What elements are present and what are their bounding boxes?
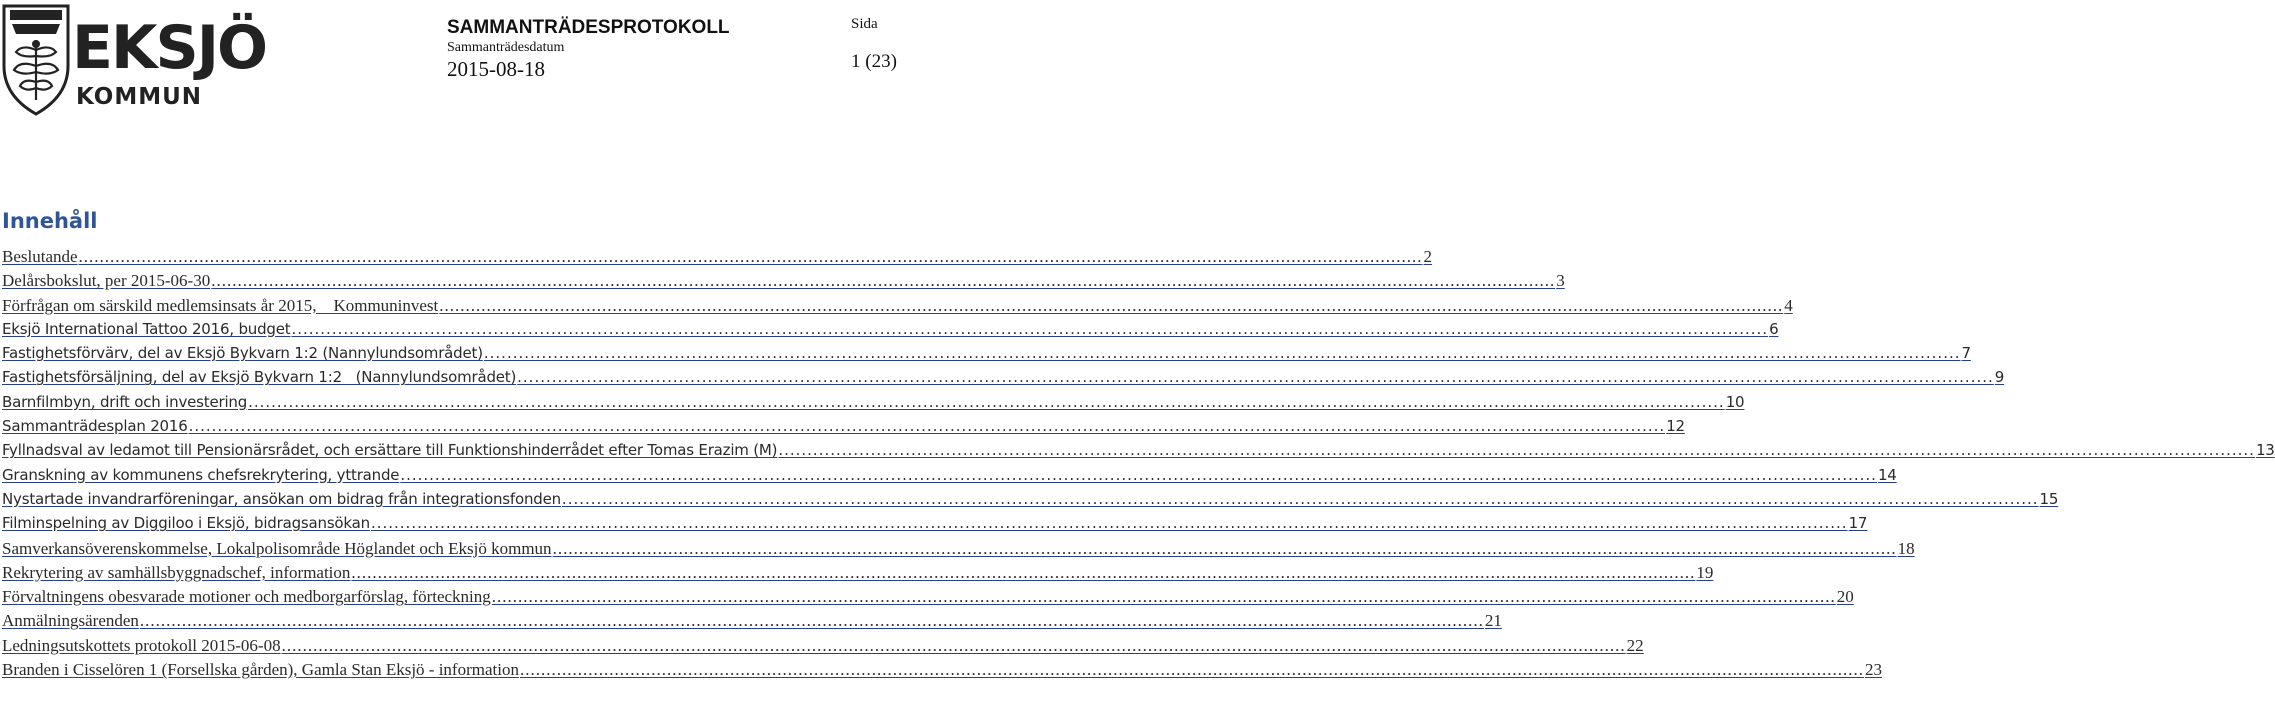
toc-entry-page: 4 (1784, 295, 1793, 315)
toc-entry-link[interactable] (2, 319, 1779, 338)
toc-dot-leader (520, 660, 1864, 680)
toc-entry-title: Fyllnadsval av ledamot till Pensionärsrådet, och ersättare till Funktionshinderrådet efter Tomas Erazim (M) (2, 441, 778, 460)
toc-entry-page: 21 (1484, 611, 1502, 631)
toc-entry-title: Sammanträdesplan 2016 (2, 417, 188, 436)
toc-entry (2, 247, 1433, 271)
toc-dot-leader (351, 563, 1695, 583)
toc-entry-link[interactable] (2, 417, 1685, 436)
toc-entry-title: Eksjö International Tattoo 2016, budget (2, 319, 291, 338)
toc-entry-page: 14 (1877, 465, 1897, 484)
toc-entry-page: 20 (1836, 587, 1854, 607)
toc-entry-page: 7 (1961, 344, 1971, 363)
eksjo-kommun-logo (0, 0, 270, 120)
toc-entry-title: Granskning av kommunens chefsrekrytering, yttrande (2, 465, 400, 484)
coat-of-arms-icon (0, 0, 72, 118)
toc-entry (2, 538, 1915, 563)
toc-entry-title: Fastighetsförsäljning, del av Eksjö Bykvarn 1:2 (Nannylundsområdet) (2, 368, 517, 387)
toc-entry-title: Delårsbokslut, per 2015-06-30 (2, 271, 211, 291)
toc-entry-link[interactable] (2, 514, 1868, 533)
toc-entry-title: Samverkansöverenskommelse, Lokalpolisområde Höglandet och Eksjö kommun (2, 538, 552, 558)
toc-entry-page: 23 (1864, 660, 1882, 680)
page-label: Sida (851, 16, 878, 32)
toc-entry-link[interactable] (2, 562, 1714, 583)
toc-entry (2, 562, 1714, 587)
logo-subtext: KOMMUN (76, 84, 203, 110)
toc-heading: Innehåll (2, 209, 98, 233)
toc-entry-page: 15 (2039, 489, 2059, 508)
toc-entry (2, 319, 1779, 344)
toc-dot-leader (492, 587, 1836, 607)
toc-entry (2, 295, 1793, 320)
toc-dot-leader (282, 636, 1626, 656)
toc-entry (2, 392, 1745, 417)
toc-entry (2, 660, 1882, 684)
toc-entry-title: Barnfilmbyn, drift och investering (2, 392, 248, 411)
toc-dot-leader (211, 271, 1555, 291)
toc-entry (2, 489, 2059, 514)
document-type: SAMMANTRÄDESPROTOKOLL (447, 17, 730, 38)
toc-entry-link[interactable] (2, 465, 1897, 484)
toc-entry-page: 6 (1769, 319, 1779, 338)
toc-entry-title: Fastighetsförvärv, del av Eksjö Bykvarn 1:2 (Nannylundsområdet) (2, 344, 483, 363)
toc-entry-title: Beslutande (2, 247, 78, 266)
toc-entry-link[interactable] (2, 441, 2275, 460)
toc-entry-page: 2 (1423, 247, 1433, 266)
toc-dot-leader (140, 611, 1484, 631)
toc-entry-link[interactable] (2, 368, 2005, 387)
toc-entry-link[interactable] (2, 295, 1793, 316)
toc-entry (2, 441, 2275, 465)
toc-entry (2, 417, 1685, 441)
meeting-date-label: Sammanträdesdatum (447, 40, 565, 55)
toc-entry-page: 3 (1556, 271, 1565, 291)
toc-entry (2, 368, 2005, 392)
toc-entry-page: 18 (1897, 538, 1915, 558)
toc-entry (2, 635, 1644, 660)
meeting-date: 2015-08-18 (447, 57, 545, 81)
toc-entry-link[interactable] (2, 660, 1882, 680)
toc-entry-link[interactable] (2, 489, 2059, 508)
toc-entry-page: 12 (1666, 417, 1685, 436)
toc-dot-leader (79, 247, 1423, 267)
toc-dot-leader (778, 441, 2255, 459)
toc-dot-leader (484, 344, 1961, 362)
toc-dot-leader (291, 320, 1768, 338)
toc-entry-page: 10 (1725, 392, 1745, 411)
toc-entry (2, 271, 1565, 295)
toc-dot-leader (439, 296, 1783, 316)
toc-entry-title: Filminspelning av Diggiloo i Eksjö, bidragsansökan (2, 514, 370, 533)
toc-entry-link[interactable] (2, 611, 1502, 631)
toc-entry (2, 514, 1868, 538)
toc-entry-link[interactable] (2, 538, 1915, 559)
toc-entry-page: 22 (1626, 635, 1644, 655)
toc-entry-page: 17 (1848, 514, 1868, 533)
logo-wordmark: EKSJÖ (72, 13, 267, 83)
toc-entry-title: Anmälningsärenden (2, 611, 139, 631)
toc-entry-title: Rekrytering av samhällsbyggnadschef, information (2, 562, 351, 582)
toc-dot-leader (248, 393, 1725, 411)
toc-entry-title: Förfrågan om särskild medlemsinsats år 2015, Kommuninvest (2, 295, 439, 315)
toc-entry-link[interactable] (2, 247, 1433, 267)
toc-dot-leader (517, 368, 1994, 386)
toc-dot-leader (562, 490, 2039, 508)
toc-entry (2, 587, 1854, 611)
toc-entry-link[interactable] (2, 635, 1644, 656)
toc-entry-link[interactable] (2, 392, 1745, 411)
toc-dot-leader (400, 466, 1877, 484)
toc-entry-page: 13 (2255, 441, 2275, 460)
page-number: 1 (23) (851, 51, 897, 72)
toc-entry-link[interactable] (2, 271, 1565, 291)
table-of-contents (2, 247, 2275, 684)
toc-entry-title: Nystartade invandrarföreningar, ansökan om bidrag från integrationsfonden (2, 489, 561, 508)
toc-entry-page: 9 (1994, 368, 2005, 387)
toc-dot-leader (553, 539, 1897, 559)
toc-entry (2, 465, 1897, 490)
toc-entry-link[interactable] (2, 344, 1971, 363)
toc-entry (2, 611, 1502, 635)
toc-entry-title: Ledningsutskottets protokoll 2015-06-08 (2, 635, 281, 655)
toc-entry-title: Branden i Cisselören 1 (Forsellska gården), Gamla Stan Eksjö - information (2, 660, 519, 680)
toc-entry-page: 19 (1696, 562, 1714, 582)
toc-entry-link[interactable] (2, 587, 1854, 607)
toc-dot-leader (189, 417, 1666, 435)
toc-dot-leader (371, 514, 1848, 532)
toc-entry-title: Förvaltningens obesvarade motioner och medborgarförslag, förteckning (2, 587, 491, 607)
toc-entry (2, 344, 1971, 368)
